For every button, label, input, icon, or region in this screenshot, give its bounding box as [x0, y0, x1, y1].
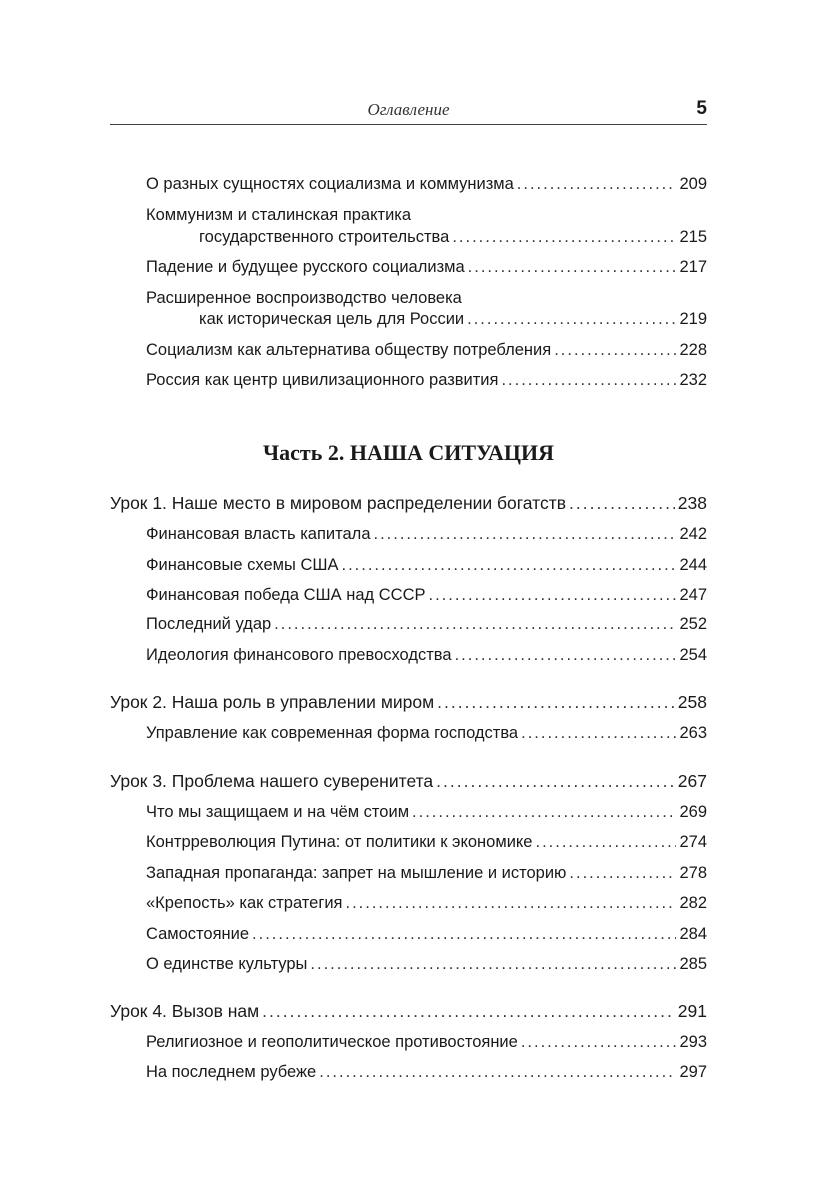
leader-dots [468, 257, 677, 277]
toc-entry-page: 254 [679, 646, 707, 664]
leader-dots [429, 585, 677, 605]
leader-dots [252, 924, 676, 944]
leader-dots [467, 309, 676, 329]
leader-dots [569, 863, 676, 883]
toc-entry-page: 278 [679, 864, 707, 882]
leader-dots [569, 493, 675, 513]
toc-entry-page: 285 [679, 955, 707, 973]
lesson-entry[interactable] [110, 771, 707, 791]
toc-entry-page: 252 [679, 615, 707, 633]
toc-entry-page: 247 [679, 586, 707, 604]
leader-dots [517, 174, 677, 194]
toc-entry-title: На последнем рубеже [146, 1063, 317, 1081]
toc-entry-title: как историческая цель для России [199, 310, 465, 328]
toc-entry[interactable] [199, 309, 707, 329]
leader-dots [274, 614, 676, 634]
toc-entry[interactable] [146, 614, 707, 634]
toc-entry-title: Финансовые схемы США [146, 556, 339, 574]
toc-entry-page: 244 [679, 556, 707, 574]
toc-entry-title: Что мы защищаем и на чём стоим [146, 803, 410, 821]
toc-entry[interactable] [146, 832, 707, 852]
toc-entry[interactable] [146, 802, 707, 822]
leader-dots [455, 645, 677, 665]
lesson-title: Урок 4. Вызов нам [110, 1001, 260, 1021]
toc-entry-title-line1: Расширенное воспроизводство человека [146, 289, 462, 307]
lesson-page: 291 [677, 1001, 707, 1021]
lesson-entry[interactable] [110, 1001, 707, 1021]
toc-entry[interactable] [146, 257, 707, 277]
toc-entry-title: О единстве культуры [146, 955, 308, 973]
leader-dots [346, 893, 677, 913]
toc-entry[interactable] [146, 340, 707, 360]
toc-entry-page: 284 [679, 925, 707, 943]
toc-entry[interactable] [146, 924, 707, 944]
leader-dots [452, 227, 676, 247]
toc-entry-title: Контрреволюция Путина: от политики к экономике [146, 833, 533, 851]
toc-entry-page: 293 [679, 1033, 707, 1051]
leader-dots [536, 832, 677, 852]
toc-entry-page: 297 [679, 1063, 707, 1081]
toc-entry-title: Падение и будущее русского социализма [146, 258, 465, 276]
toc-entry-title: Самостояние [146, 925, 250, 943]
leader-dots [374, 524, 677, 544]
toc-entry-page: 269 [679, 803, 707, 821]
page-number: 5 [696, 98, 707, 119]
leader-dots [310, 954, 676, 974]
lesson-title: Урок 1. Наше место в мировом распределении богатств [110, 493, 566, 513]
toc-entry-title: Финансовая победа США над СССР [146, 586, 426, 604]
toc-entry-page: 274 [679, 833, 707, 851]
running-title: Оглавление [367, 100, 450, 119]
toc-entry-title: Западная пропаганда: запрет на мышление и историю [146, 864, 567, 882]
leader-dots [554, 340, 676, 360]
leader-dots [262, 1001, 675, 1021]
leader-dots [521, 1032, 677, 1052]
toc-entry-page: 282 [679, 894, 707, 912]
toc-entry-page: 232 [679, 371, 707, 389]
toc-entry-page: 219 [679, 310, 707, 328]
toc-entry[interactable] [146, 555, 707, 575]
leader-dots [436, 771, 675, 791]
toc-entry-title: Россия как центр цивилизационного развития [146, 371, 499, 389]
leader-dots [501, 370, 676, 390]
toc-entry-title-line1: Коммунизм и сталинская практика [146, 206, 412, 224]
toc-entry-title: Последний удар [146, 615, 272, 633]
toc-entry[interactable] [146, 954, 707, 974]
toc-entry[interactable] [146, 723, 707, 743]
toc-entry[interactable] [146, 1032, 707, 1052]
toc-entry[interactable] [146, 863, 707, 883]
toc-entry[interactable] [146, 174, 707, 194]
toc-entry-title: Религиозное и геополитическое противостояние [146, 1033, 518, 1051]
toc-entry-page: 217 [679, 258, 707, 276]
lesson-entry[interactable] [110, 692, 707, 712]
toc-entry-page: 263 [679, 724, 707, 742]
toc-entry-title: О разных сущностях социализма и коммунизма [146, 175, 514, 193]
toc-entry[interactable] [199, 227, 707, 247]
running-header [110, 98, 707, 125]
part-title: Часть 2. НАША СИТУАЦИЯ [262, 440, 555, 465]
lesson-title: Урок 3. Проблема нашего суверенитета [110, 771, 434, 791]
toc-entry[interactable] [146, 1062, 707, 1082]
lesson-title: Урок 2. Наша роль в управлении миром [110, 692, 435, 712]
lesson-page: 238 [677, 493, 707, 513]
toc-entry-title: Социализм как альтернатива обществу потребления [146, 341, 552, 359]
toc-entry[interactable] [146, 370, 707, 390]
toc-entry[interactable] [146, 645, 707, 665]
toc-entry[interactable] [146, 893, 707, 913]
toc-entry[interactable] [146, 585, 707, 605]
lesson-page: 258 [677, 692, 707, 712]
toc-entry-page: 215 [679, 228, 707, 246]
toc-entry-title: Управление как современная форма господства [146, 724, 519, 742]
toc-entry-title: «Крепость» как стратегия [146, 894, 343, 912]
leader-dots [412, 802, 676, 822]
leader-dots [521, 723, 676, 743]
lesson-page: 267 [677, 771, 707, 791]
toc-entry-title: государственного строительства [199, 228, 450, 246]
toc-entry-page: 242 [679, 525, 707, 543]
toc-entry[interactable] [146, 524, 707, 544]
leader-dots [437, 692, 675, 712]
toc-entry-title: Идеология финансового превосходства [146, 646, 452, 664]
leader-dots [341, 555, 676, 575]
lesson-entry[interactable] [110, 493, 707, 513]
leader-dots [319, 1062, 676, 1082]
toc-entry-title: Финансовая власть капитала [146, 525, 371, 543]
toc-entry-page: 228 [679, 341, 707, 359]
toc-entry-page: 209 [679, 175, 707, 193]
